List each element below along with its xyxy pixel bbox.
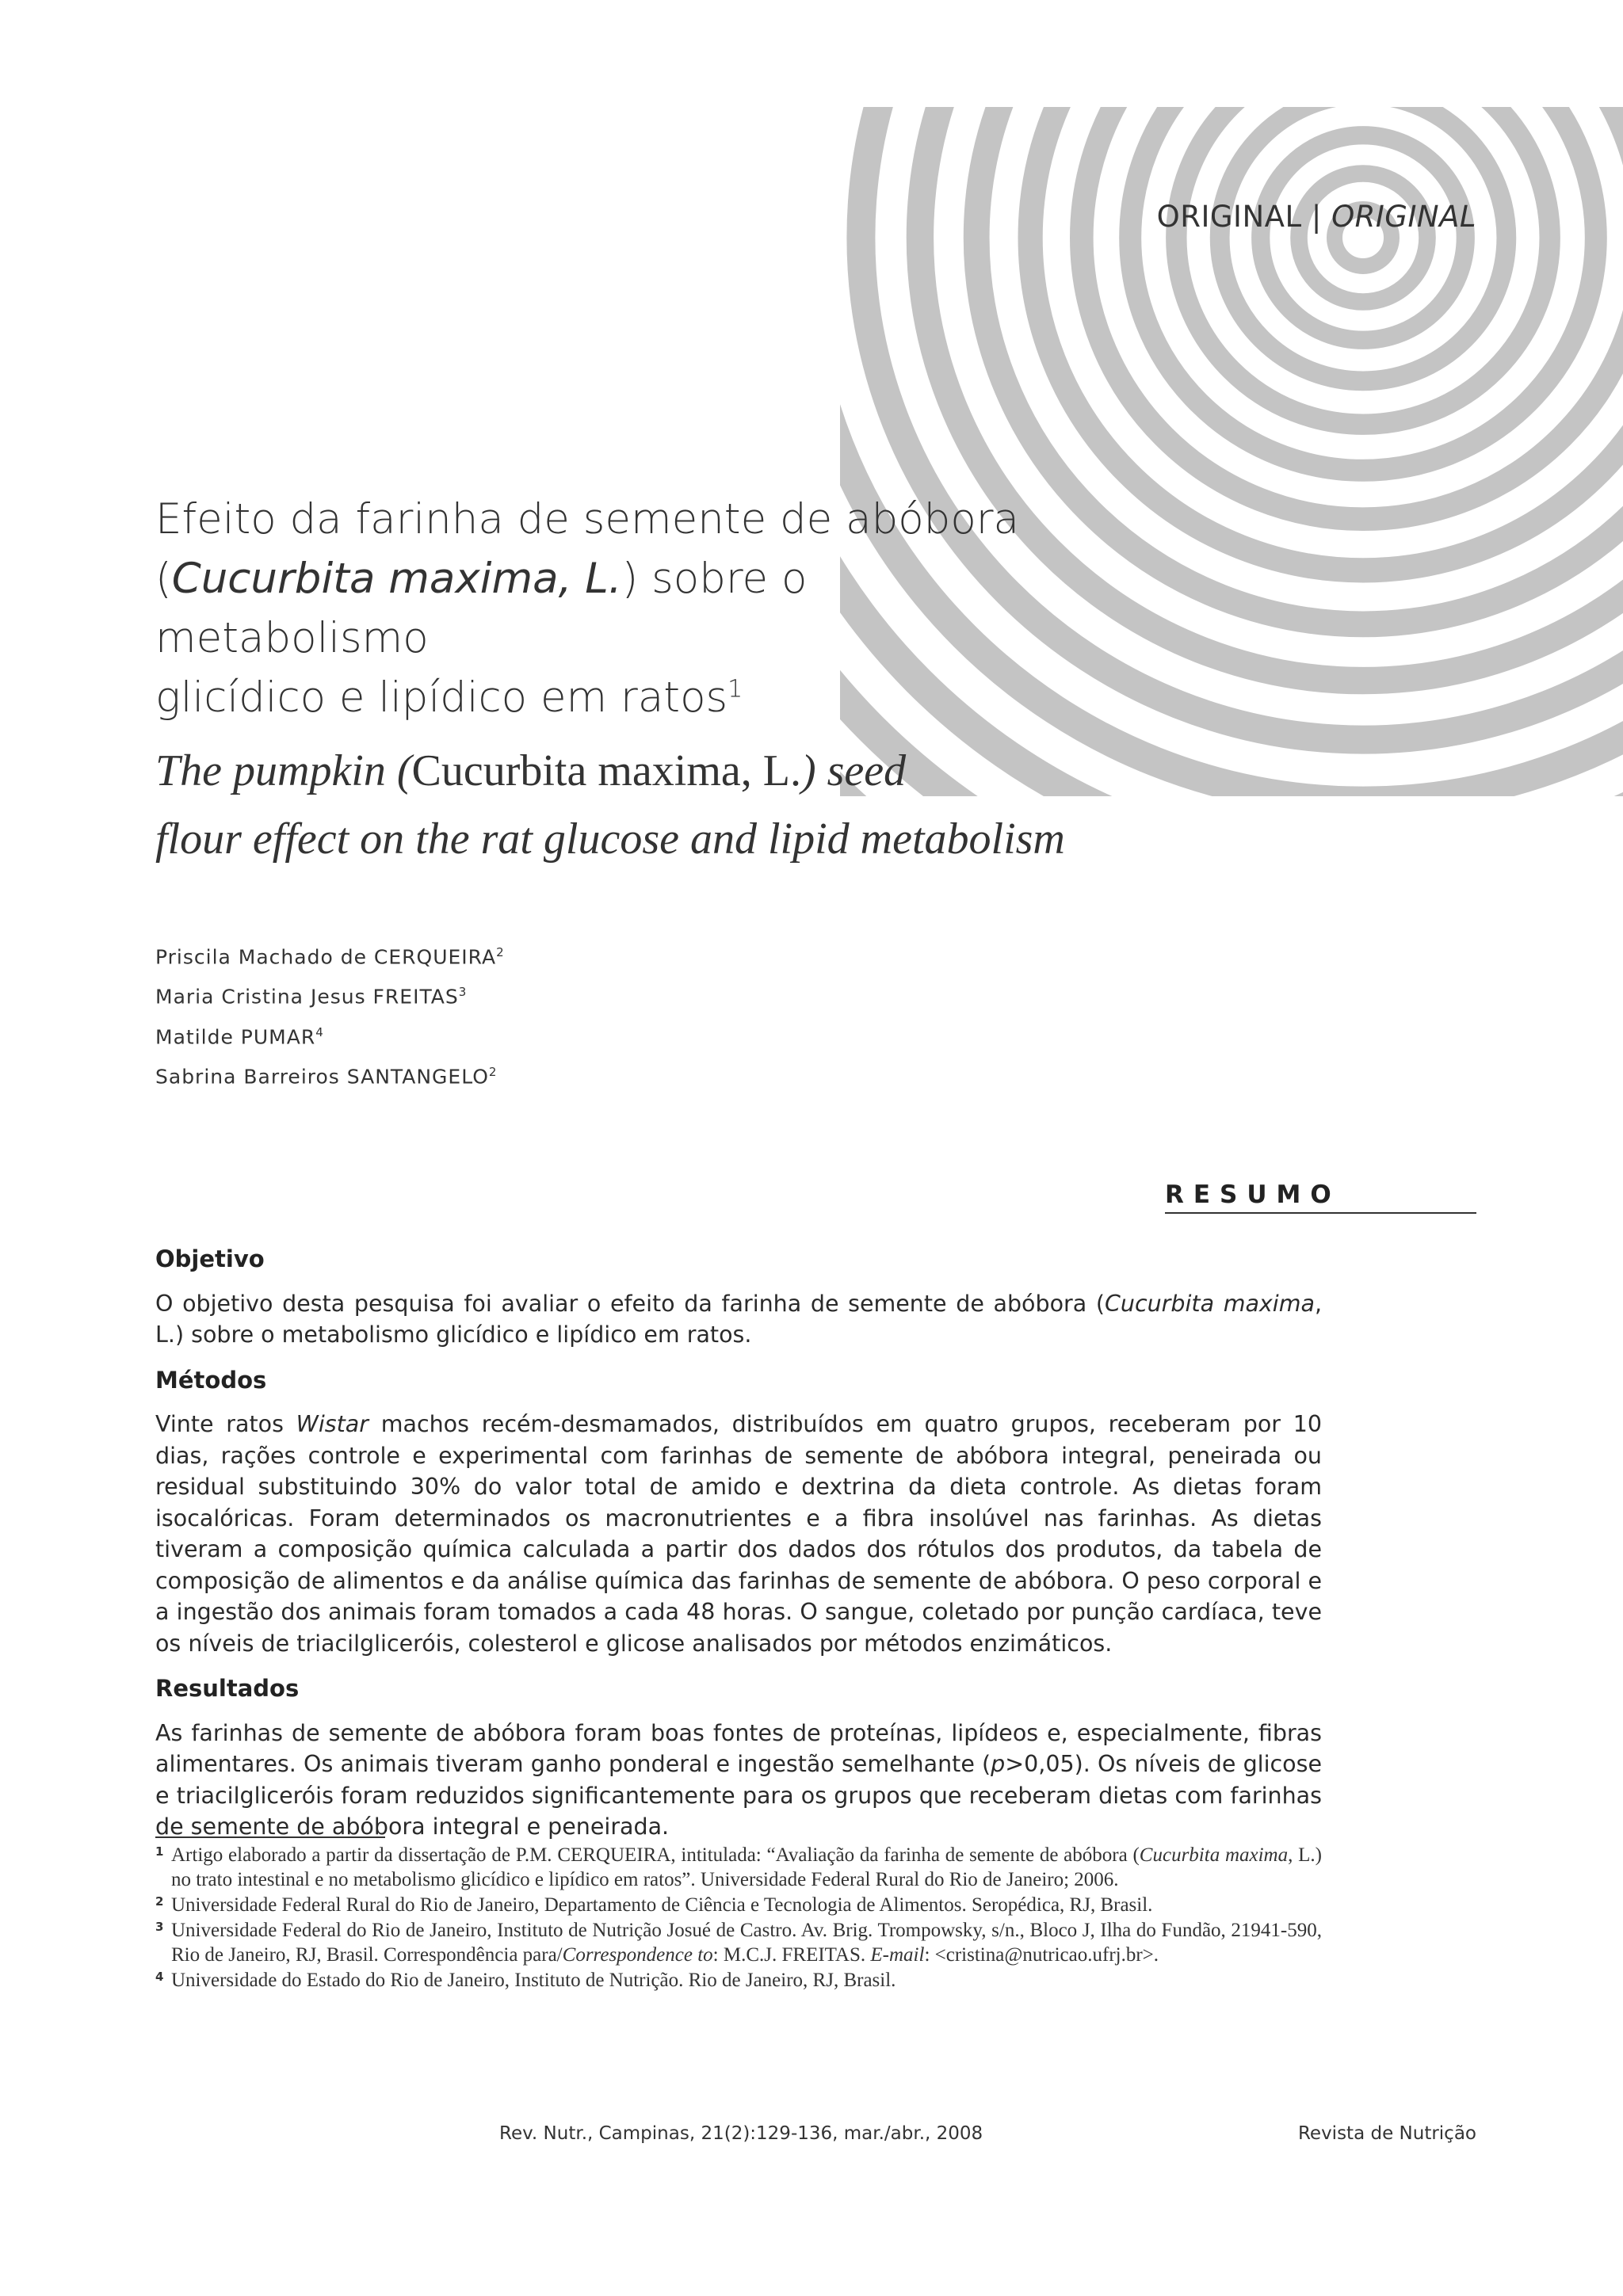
metodos-text — [155, 1409, 1322, 1659]
decorative-ring — [1030, 0, 1623, 570]
author — [155, 1015, 505, 1055]
footnote-number: 2 — [155, 1894, 164, 1909]
footnote-3-correspondence-en: Correspondence to — [562, 1944, 713, 1966]
footnote-4 — [155, 1968, 1322, 1993]
resultados-heading: Resultados — [155, 1675, 300, 1702]
footnote-3 — [155, 1918, 1322, 1967]
objetivo-text-b: , L.) sobre o metabolismo glicídico e lipídico em ratos. — [155, 1290, 1322, 1348]
decorative-ring — [976, 0, 1623, 624]
title-en-part-1: The pumpkin ( — [155, 746, 412, 795]
title-pt-paren: ( — [155, 555, 172, 603]
footnote-2-text: Universidade Federal Rural do Rio de Janeiro, Departamento de Ciência e Tecnologia de Alimentos. Seropédica, RJ, Brasil. — [171, 1894, 1153, 1916]
title-pt-line-2 — [155, 549, 1067, 668]
footnotes — [155, 1843, 1322, 1993]
title-en-species: Cucurbita maxima, L. — [411, 746, 801, 795]
resultados-p-symbol: p — [991, 1751, 1006, 1777]
author-name: Sabrina Barreiros SANTANGELO — [155, 1065, 489, 1089]
author-affiliation-mark: 4 — [315, 1024, 324, 1039]
author-name: Maria Cristina Jesus FREITAS — [155, 985, 459, 1009]
objetivo-text — [155, 1288, 1322, 1351]
author-name: Priscila Machado de CERQUEIRA — [155, 945, 497, 969]
author-list — [155, 935, 505, 1094]
decorative-ring — [1082, 0, 1623, 519]
resultados-text-b: >0,05). Os níveis de glicose e triacilgliceróis foram reduzidos significantemente para os grupos que receberam dietas com farinhas de semente de abóbora integral e peneirada. — [155, 1751, 1322, 1840]
title-pt-line-2-rest: ) sobre o metabolismo — [155, 555, 808, 662]
decorative-ring — [1220, 94, 1507, 381]
footnote-1-species: Cucurbita maxima — [1139, 1844, 1289, 1866]
resultados-text — [155, 1718, 1322, 1843]
title-footnote-mark: 1 — [727, 675, 743, 704]
metodos-heading: Métodos — [155, 1366, 267, 1394]
author — [155, 1055, 505, 1094]
author-affiliation-mark: 2 — [488, 1064, 498, 1079]
footnote-1 — [155, 1843, 1322, 1892]
metodos-strain: Wistar — [296, 1411, 369, 1437]
footnote-3-text-a: Universidade Federal do Rio de Janeiro, Instituto de Nutrição Josué de Castro. Av. Brig. Trompowsky, s/n., Bloco J, Ilha do Fundão, 21941-590, Rio de Janeiro, RJ, Brasil. Correspondência para/ — [171, 1920, 1322, 1966]
footnote-number: 4 — [155, 1970, 164, 1984]
section-label-pt: ORIGINAL | — [1156, 200, 1332, 234]
decorative-ring — [1299, 174, 1427, 302]
title-pt-line-1: Efeito da farinha de semente de abóbora — [155, 495, 1020, 543]
objetivo-heading: Objetivo — [155, 1245, 265, 1272]
title-pt-species: Cucurbita maxima, L. — [171, 555, 622, 603]
decorative-ring — [1176, 51, 1549, 424]
resumo-heading: RESUMO — [1165, 1180, 1476, 1214]
footnote-3-email: : <cristina@nutricao.ufrj.br>. — [924, 1944, 1159, 1966]
title-english — [155, 737, 1186, 873]
resultados-text-a: As farinhas de semente de abóbora foram boas fontes de proteínas, lipídeos e, especialmente, fibras alimentares. Os animais tiveram ganho ponderal e ingestão semelhante ( — [155, 1719, 1322, 1777]
author-name: Matilde PUMAR — [155, 1024, 316, 1048]
title-pt-line-3 — [155, 668, 1067, 727]
decorative-ring — [1261, 135, 1466, 341]
footer-journal: Revista de Nutrição — [1297, 2123, 1476, 2144]
title-en-part-3: ) seed — [800, 746, 907, 795]
metodos-text-b: machos recém-desmamados, distribuídos em quatro grupos, receberam por 10 dias, rações controle e experimental com farinhas de semente de abóbora integral, peneirada ou residual substituindo 30% do valor total de amido e dextrina da dieta controle. As dietas foram isocalóricas. Foram determinados os macronutrientes e a fibra insolúvel nas farinhas. As dietas tiveram a composição química calculada a partir dos dados dos rótulos dos produtos, da tabela de composição de alimentos e da análise química das farinhas de semente de abóbora. O peso corporal e a ingestão dos animais foram tomados a cada 48 horas. O sangue, coletado por punção cardíaca, teve os níveis de triacilgliceróis, colesterol e glicose analisados por métodos enzimáticos. — [155, 1411, 1322, 1657]
footnote-4-text: Universidade do Estado do Rio de Janeiro, Instituto de Nutrição. Rio de Janeiro, RJ, Brasil. — [171, 1970, 896, 1991]
section-label-en: ORIGINAL — [1331, 200, 1476, 234]
objetivo-text-a: O objetivo desta pesquisa foi avaliar o efeito da farinha de semente de abóbora ( — [155, 1290, 1105, 1317]
author — [155, 935, 505, 974]
footnote-1-text-a: Artigo elaborado a partir da dissertação de P.M. CERQUEIRA, intitulada: “Avaliação da farinha de semente de abóbora ( — [171, 1844, 1140, 1866]
title-portuguese — [155, 490, 1067, 727]
author — [155, 974, 505, 1014]
author-affiliation-mark: 2 — [496, 945, 505, 959]
title-pt-line-3-text: glicídico e lipídico em ratos — [155, 673, 728, 722]
footnote-1-text-b: , L.) no trato intestinal e no metabolismo glicídico e lipídico em ratos”. Universidade Federal Rural do Rio de Janeiro; 2006. — [171, 1844, 1322, 1890]
metodos-text-a: Vinte ratos — [155, 1411, 296, 1437]
title-en-line-1 — [155, 737, 1186, 805]
footnote-2 — [155, 1893, 1322, 1917]
objetivo-species: Cucurbita maxima — [1104, 1290, 1315, 1317]
footnote-3-email-label: E-mail — [870, 1944, 925, 1966]
footnote-number: 3 — [155, 1920, 164, 1934]
author-affiliation-mark: 3 — [458, 985, 468, 1000]
footnote-rule — [155, 1836, 385, 1838]
footnote-3-text-b: : M.C.J. FREITAS. — [712, 1944, 871, 1966]
decorative-ring — [735, 0, 1623, 865]
abstract — [155, 1244, 1322, 1843]
footer-citation: Rev. Nutr., Campinas, 21(2):129-136, mar./abr., 2008 — [499, 2123, 983, 2144]
section-label — [1157, 200, 1476, 234]
footnote-number: 1 — [155, 1844, 164, 1859]
title-en-line-2: flour effect on the rat glucose and lipid metabolism — [155, 814, 1065, 864]
decorative-ring — [1130, 5, 1596, 471]
